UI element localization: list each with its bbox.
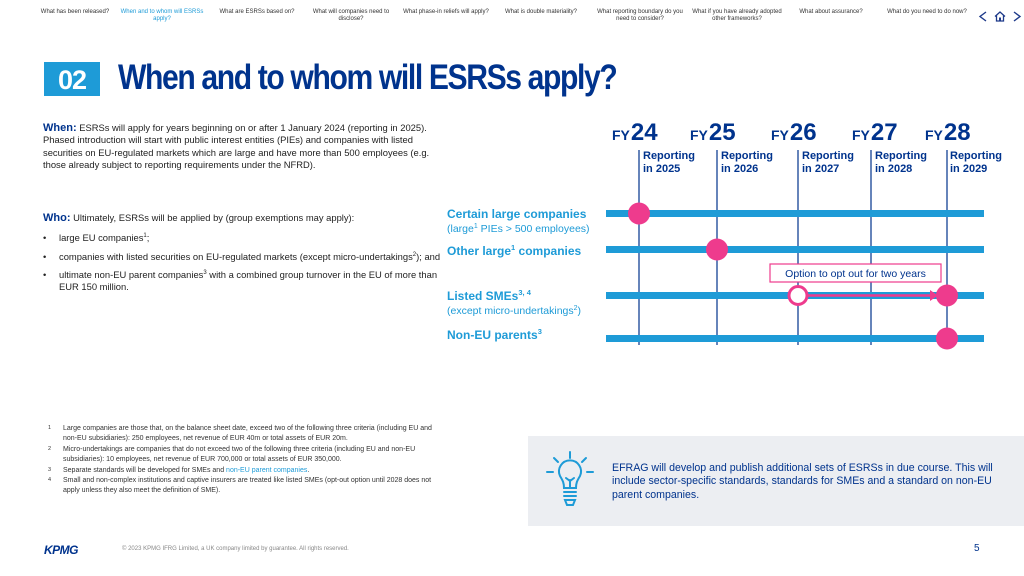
year-headers [612,119,971,146]
bar-non-eu-parents [606,335,984,342]
list-item: • ultimate non-EU parent companies$^3$ with a combined group turnover in the EU of more than EUR 150 million. [43,269,445,292]
fy25-label: FY25 [690,119,736,146]
marker-other-large-fy25 [706,239,728,261]
reporting-label-fy26: Reporting in 2027 [802,150,854,175]
page-title: When and to whom will ESRSs apply? [118,58,617,97]
row-label-non-eu-parents: Non-EU parents$^3$ [447,327,542,342]
row-sublabel-large-companies: (large$^1$ PIEs > 500 employees) [447,223,590,235]
who-lead: Who: [43,212,71,224]
footnote-1: 1 Large companies are those that, on the balance sheet date, exceed two of the following three criteria (including EU and non-EU subsidiaries): 250 employees, net revenue of EUR 40m or total assets of EUR 20m. [48,425,432,443]
row-labels [447,207,590,342]
nav-item-disclose[interactable]: What will companies need to disclose? [312,9,390,23]
kpmg-logo: KPMG [44,543,78,557]
nav-item-based-on[interactable]: What are ESRSs based on? [219,9,295,15]
nav-item-phase-in[interactable]: What phase-in reliefs will apply? [403,9,489,15]
reporting-label-fy24: Reporting in 2025 [643,150,695,175]
copyright-text: © 2023 KPMG IFRG Limited, a UK company limited by guarantee. All rights reserved. [122,546,349,552]
list-item: • large EU companies$^1$; [43,232,445,244]
row-label-large-companies: Certain large companies [447,207,587,221]
reporting-label-fy25: Reporting in 2026 [721,150,773,175]
marker-smes-fy28 [936,285,958,307]
nav-item-when-whom[interactable]: When and to whom will ESRSs apply? [120,9,204,23]
fy27-label: FY27 [852,119,898,146]
section-number-badge: 02 [44,62,100,96]
row-sublabel-listed-smes: (except micro-undertakings$^2$) [447,305,582,317]
when-text: ESRSs will apply for years beginning on or after 1 January 2024 (reporting in 2025). Phased introduction will start with public interest entities (PIEs) and companies with listed securities on EU-regulated markets which are large and have more than 500 employees (e.g. those already subject to reporting requirements under the NFRD). [43,122,430,171]
nav-item-double-materiality[interactable]: What is double materiality? [504,9,578,15]
efrag-text: EFRAG will develop and publish additional sets of ESRSs in due course. This will include sector-specific standards, standards for SMEs and a standard on non-EU parent companies. [612,462,993,501]
bar-other-large [606,246,984,253]
fy26-label: FY26 [771,119,817,146]
reporting-label-fy27: Reporting in 2028 [875,150,927,175]
page-number: 5 [974,543,980,554]
nav-item-released[interactable]: What has been released? [40,9,110,15]
when-lead: When: [43,122,77,134]
row-label-other-large: Other large$^1$ companies [447,243,582,258]
fy24-label: FY24 [612,119,658,146]
list-item: • companies with listed securities on EU-regulated markets (except micro-undertakings$^2$); and [43,251,445,263]
non-eu-parent-link[interactable]: non-EU parent companies [226,466,308,474]
nav-item-do-now[interactable]: What do you need to do now? [887,9,967,15]
footnotes [46,424,446,497]
marker-non-eu-fy28 [936,328,958,350]
nav-item-other-frameworks[interactable]: What if you have already adopted other frameworks? [692,9,782,23]
fy28-label: FY28 [925,119,971,146]
nav-item-assurance[interactable]: What about assurance? [799,9,863,15]
opt-out-label: Option to opt out for two years [785,268,926,280]
lightbulb-icon [544,450,596,517]
footnote-2: 2 Micro-undertakings are companies that do not exceed two of the following three criteria (including EU and non-EU subsidiaries): 10 employees, net revenue of EUR 700,000 or total assets of EUR 350,000. [48,445,416,464]
marker-smes-optout-fy26 [789,287,807,305]
who-text: Ultimately, ESRSs will be applied by (group exemptions may apply): [73,212,355,223]
marker-large-fy24 [628,203,650,225]
footnote-3: 3 Separate standards will be developed for SMEs and non-EU parent companies. [48,466,310,474]
footnote-4: 4 Small and non-complex institutions and captive insurers are treated like listed SMEs (opt-out option until 2028 does not apply unless they also meet the definition of SME). [48,477,432,495]
row-label-listed-smes: Listed SMEs$^{3, 4}$ [447,288,531,303]
nav-item-reporting-boundary[interactable]: What reporting boundary do you need to consider? [597,9,683,23]
bar-large-companies [606,210,984,217]
reporting-labels [643,150,1002,175]
reporting-label-fy28: Reporting in 2029 [950,150,1002,175]
